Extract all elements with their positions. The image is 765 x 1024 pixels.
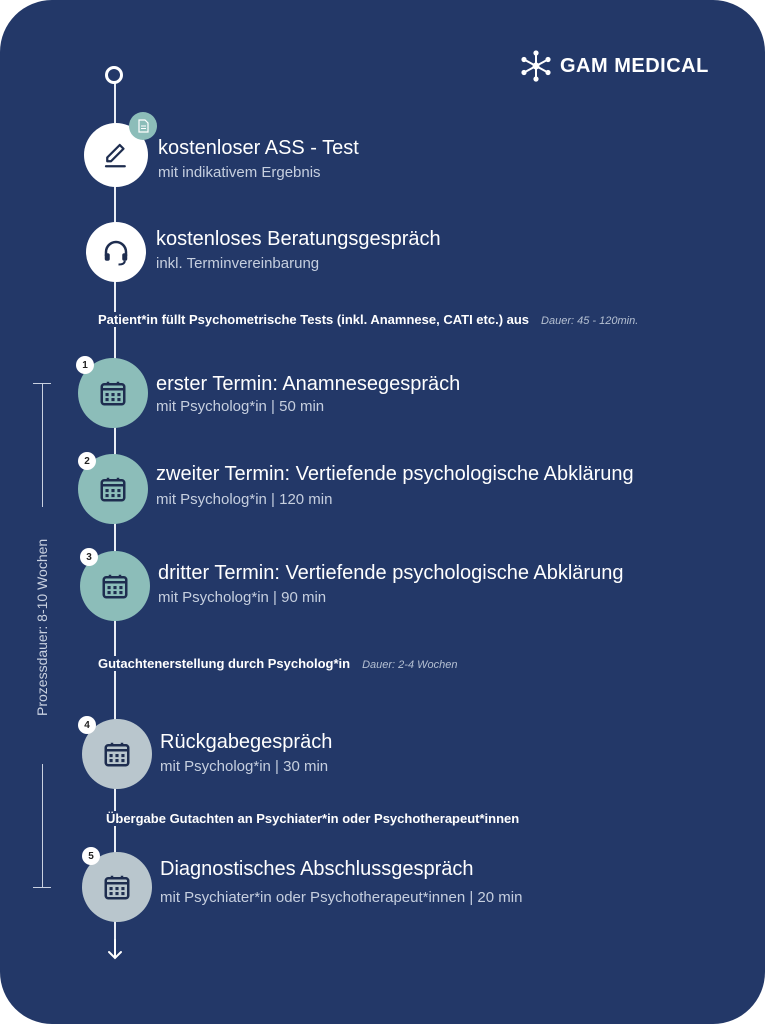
step-subtitle: mit Psychiater*in oder Psychotherapeut*innen | 20 min [160, 889, 523, 906]
step-number-badge: 4 [78, 716, 96, 734]
process-note [104, 811, 521, 826]
calendar-icon [102, 739, 132, 769]
step-title: kostenloses Beratungsgespräch [156, 228, 441, 250]
step-number-badge: 5 [82, 847, 100, 865]
document-badge [129, 112, 157, 140]
calendar-icon [100, 571, 130, 601]
step-title: Rückgabegespräch [160, 731, 333, 753]
brand-logo [518, 48, 709, 84]
note-duration: Dauer: 45 - 120min. [541, 315, 639, 327]
network-logo-icon [518, 48, 554, 84]
headset-icon [101, 237, 131, 267]
step-subtitle: mit Psycholog*in | 120 min [156, 491, 333, 508]
pen-icon [101, 140, 131, 170]
step-title: dritter Termin: Vertiefende psychologische Abklärung [158, 562, 624, 584]
note-duration: Dauer: 2-4 Wochen [362, 659, 458, 671]
step-title: Diagnostisches Abschlussgespräch [160, 858, 474, 880]
calendar-icon [102, 872, 132, 902]
step-number-badge: 1 [76, 356, 94, 374]
note-text: Gutachtenerstellung durch Psycholog*in [98, 656, 351, 671]
step-title: erster Termin: Anamnesegespräch [156, 373, 461, 395]
step-title: kostenloser ASS - Test [158, 137, 359, 159]
step-icon-circle [86, 222, 146, 282]
brand-name: GAM MEDICAL [560, 54, 709, 77]
process-duration-label: Prozessdauer: 8-10 Wochen [34, 538, 50, 716]
timeline-start-dot [105, 66, 123, 84]
step-subtitle: mit Psycholog*in | 30 min [160, 758, 329, 775]
bracket-line-upper [42, 383, 43, 507]
note-text: Patient*in füllt Psychometrische Tests (inkl. Anamnese, CATI etc.) aus [98, 312, 530, 327]
bracket-line-lower [42, 764, 43, 887]
step-title: zweiter Termin: Vertiefende psychologische Abklärung [156, 463, 634, 485]
step-subtitle: mit indikativem Ergebnis [158, 164, 321, 181]
bracket-bottom-tick [33, 887, 51, 888]
step-number-badge: 2 [78, 452, 96, 470]
calendar-icon [98, 474, 128, 504]
step-subtitle: mit Psycholog*in | 50 min [156, 398, 325, 415]
arrow-down-icon [103, 938, 127, 962]
step-subtitle: mit Psycholog*in | 90 min [158, 589, 327, 606]
process-note [96, 656, 457, 671]
step-subtitle: inkl. Terminvereinbarung [156, 255, 320, 272]
document-icon [136, 119, 150, 133]
process-note [96, 312, 638, 327]
step-number-badge: 3 [80, 548, 98, 566]
note-text: Übergabe Gutachten an Psychiater*in oder Psychotherapeut*innen [106, 811, 520, 826]
calendar-icon [98, 378, 128, 408]
